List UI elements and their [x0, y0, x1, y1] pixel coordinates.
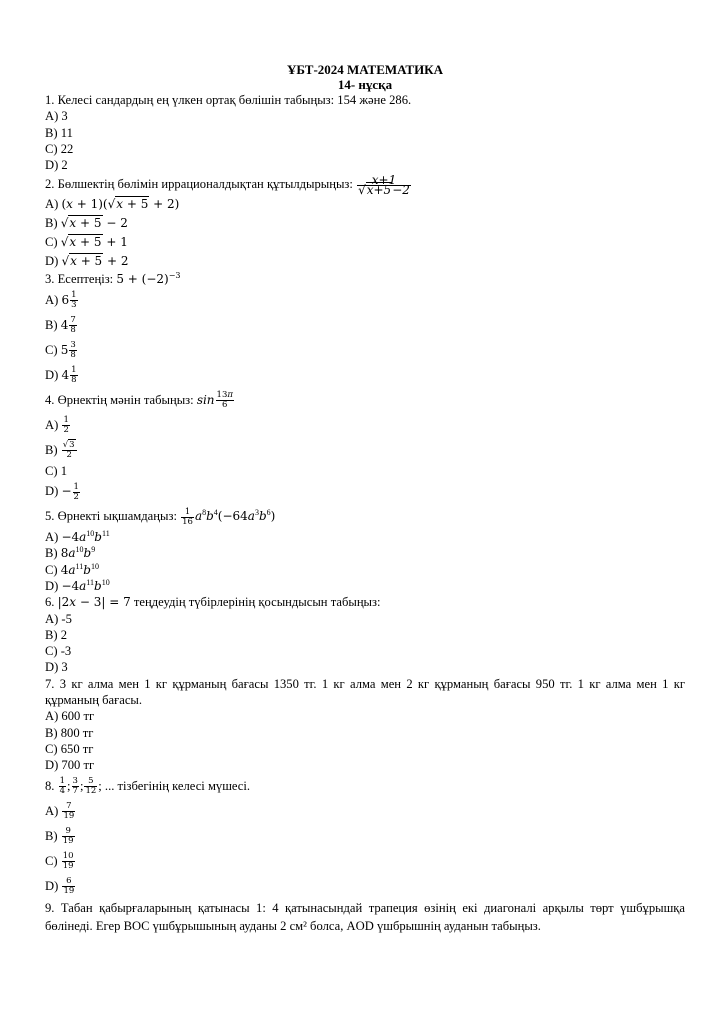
option-a: A) -5 — [45, 611, 72, 626]
option-c: C) $4a^{11}b^{10}$ — [45, 561, 99, 577]
option-b: B) 11 — [45, 125, 73, 140]
option-d: D) √x + 5 + 2 — [45, 254, 129, 269]
option-b: B) √x + 5 − 2 — [45, 216, 128, 231]
option-b: B) $\frac{9}{19}$ — [45, 826, 74, 847]
option-c: C) -3 — [45, 644, 72, 659]
option-d: $D) -4a^{11}b^{10}$ — [45, 577, 110, 593]
exam-page — [45, 62, 685, 935]
question-3 — [45, 271, 685, 287]
question-number: 1. — [45, 93, 55, 107]
option-b: B) 2 — [45, 627, 68, 642]
question-text: Табан қабырғаларының қатынасы 1: 4 қатынасындай трапеция өзінің екі диагоналі арқылы төрт үшбұрышқа бөлінеді. Егер BOC үшбұрышының ауданы 2 см² болса, AOD үшбрышнің ауданын табыңыз. — [45, 900, 685, 933]
option-c: C) 1 — [45, 463, 68, 478]
question-5: 5. Өрнекті ықшамдаңыз: $\frac{1}{16}$ $a^8b^4(-64a^3b^6)$ — [45, 506, 276, 527]
question-number: 6. — [45, 595, 55, 610]
option-d: D) − $\frac{1}{2}$ — [45, 481, 79, 502]
option-b: B) 4 $\frac{7}{8}$ — [45, 315, 76, 336]
math-expression: $5 + (-2)^{-3}$ — [116, 271, 181, 287]
question-text: Өрнекті ықшамдаңыз: — [57, 509, 177, 524]
option-a: A) 600 тг — [45, 709, 95, 724]
option-a: $A) -4a^{10}b^{11}$ — [45, 529, 110, 545]
question-4 — [45, 388, 685, 413]
question-text: Келесі сандардың ең үлкен ортақ бөлішін табыңыз: 154 және 286. — [57, 93, 412, 107]
fraction-expression: $\frac{13\pi}{6}$ — [216, 390, 233, 411]
option-d: D) 4 $\frac{1}{8}$ — [45, 365, 77, 386]
option-c: C) $\frac{10}{19}$ — [45, 851, 74, 872]
option-c: C) 22 — [45, 141, 74, 156]
question-6 — [45, 594, 685, 610]
fraction-expression: $\frac{1}{16}$ — [182, 506, 193, 527]
option-b: B) 800 тг — [45, 725, 94, 740]
option-c: C) √x + 5 + 1 — [45, 235, 128, 250]
option-a: A) $\frac{7}{19}$ — [45, 801, 75, 822]
question-number: 2. — [45, 177, 55, 192]
question-number: 9. — [45, 900, 55, 915]
question-number: 3. — [45, 272, 55, 287]
exam-title: ҰБТ-2024 МАТЕМАТИКА — [286, 62, 444, 77]
option-d: D) 3 — [45, 660, 68, 675]
question-text: Бөлшектің бөлімін иррационалдықтан құтылдырыңыз: — [57, 177, 353, 192]
question-number: 8. — [45, 778, 55, 793]
question-text: Есептеңіз: — [57, 272, 114, 287]
question-8: 8. $\frac{1}{4}$ ; $\frac{3}{7}$ ; $\frac{5}{12}$ ; ... тізбегінің келесі мүшесі. — [45, 776, 251, 797]
question-number: 7. — [45, 676, 55, 691]
option-c: C) 5 $\frac{3}{8}$ — [45, 340, 76, 361]
question-text: теңдеудің түбірлерінің қосындысын табыңыз: — [133, 595, 381, 610]
option-b: B) $8a^{10}b^9$ — [45, 545, 96, 561]
option-a: A) 3 — [45, 109, 68, 124]
option-a: A) (x + 1)(√x + 5 + 2) — [45, 197, 180, 212]
question-9 — [45, 899, 685, 935]
option-a: A) 6 $\frac{1}{3}$ — [45, 290, 77, 311]
option-d: D) $\frac{6}{19}$ — [45, 876, 75, 897]
option-c: C) 650 тг — [45, 741, 94, 756]
question-1 — [45, 92, 685, 108]
question-text: 3 кг алма мен 1 кг құрманың бағасы 1350 тг. 1 кг алма мен 2 кг құрманың бағасы 950 тг. 1 кг алма мен 1 кг құрманың бағасы. — [45, 676, 685, 708]
option-d: D) 700 тг — [45, 758, 95, 773]
option-a: A) $\frac{1}{2}$ — [45, 415, 69, 436]
variant-label: 14- нұсқа — [337, 77, 393, 92]
option-d: D) 2 — [45, 158, 68, 173]
question-text: ; ... тізбегінің келесі мүшесі. — [98, 778, 251, 793]
question-text: Өрнектің мәнін табыңыз: — [57, 392, 194, 407]
option-b: B) $\frac{√3}{2}$ — [45, 440, 75, 461]
question-2 — [45, 173, 685, 198]
question-number: 4. — [45, 392, 55, 407]
question-7 — [45, 676, 685, 709]
math-expression: |2x − 3| = 7 — [57, 595, 131, 610]
fraction-expression: $\frac{x+1}{√x+5-2}$ — [358, 173, 410, 198]
math-expression: sin — [196, 392, 215, 407]
question-number: 5. — [45, 509, 55, 524]
